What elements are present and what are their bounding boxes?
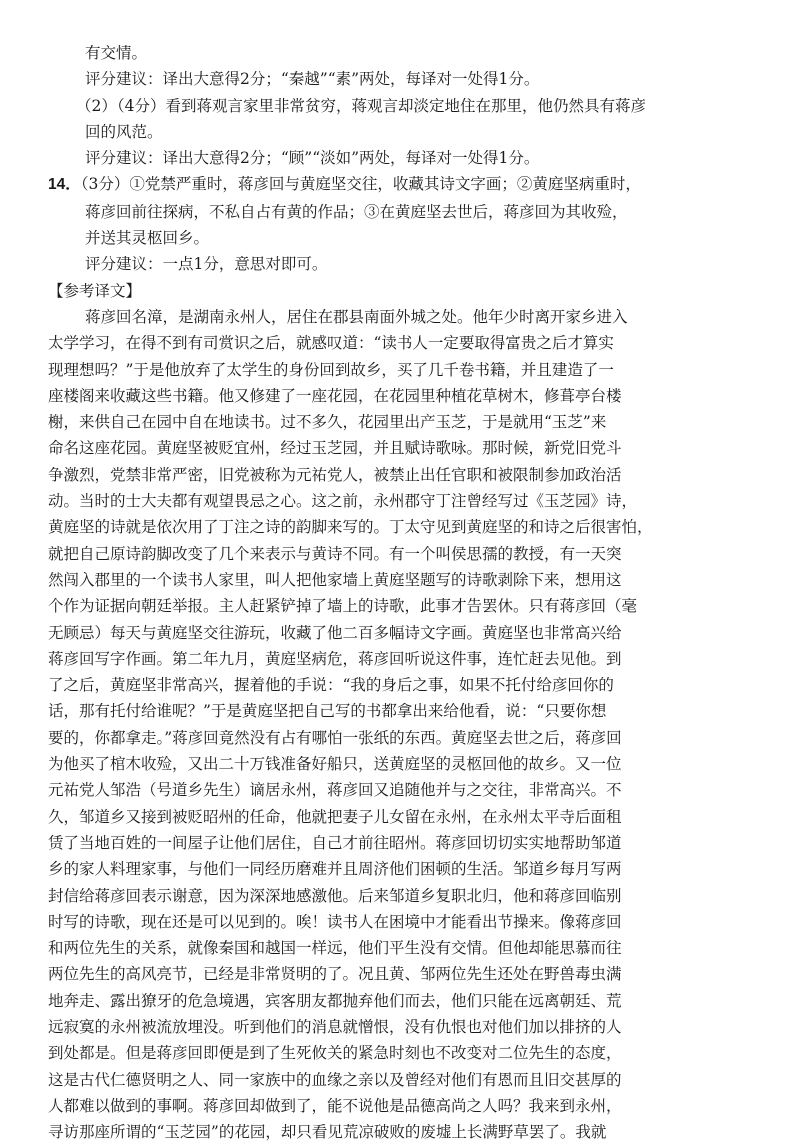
translation-line: 话，那有托付给谁呢？”于是黄庭坚把自己写的书都拿出来给他看，说：“只要你想 [48,702,607,721]
translation-line: 元祐党人邹浩（号道乡先生）谪居永州，蒋彦回又追随他并与之交往，非常高兴。不 [48,781,622,800]
question-14-answer-cont: 蒋彦回前往探病，不私自占有黄的作品；③在黄庭坚去世后，蒋彦回为其收殓， [85,202,628,221]
translation-line: 然闯入郡里的一个读书人家里，叫人把他家墙上黄庭坚题写的诗歌剥除下来，想用这 [48,570,622,589]
answer-text-line: 有交情。 [85,44,148,62]
translation-line: 了之后，黄庭坚非常高兴，握着他的手说：“我的身后之事，如果不托付给彦回你的 [48,676,614,695]
translation-line: 这是古代仁德贤明之人、同一家族中的血缘之亲以及曾经对他们有恩而且旧交甚厚的 [48,1070,622,1089]
translation-line: 赁了当地百姓的一间屋子让他们居住，自己才前往昭州。蒋彦回切切实实地帮助邹道 [48,833,622,852]
translation-line: 争激烈，党禁非常严密，旧党被称为元祐党人，被禁止出任官职和被限制参加政治活 [48,465,622,484]
translation-line: 久，邹道乡又接到被贬昭州的任命，他就把妻子儿女留在永州，在永州太平寺后面租 [48,807,622,826]
translation-line: 座楼阁来收藏这些书籍。他又修建了一座花园，在花园里种植花草树木，修葺亭台楼 [48,386,622,405]
translation-line: 乡的家人料理家事，与他们一同经历磨难并且周济他们困顿的生活。邹道乡每月写两 [48,860,622,879]
document-page [48,40,760,1145]
question-14-answer-cont: 并送其灵柩回乡。 [85,229,210,248]
question-14 [48,171,760,198]
translation-line: 榭，来供自己在园中自在地读书。过不多久，花园里出产玉芝，于是就用“玉芝”来 [48,413,607,432]
translation-line: 要的，你都拿走。”蒋彦回竟然没有占有哪怕一张纸的东西。黄庭坚去世之后，蒋彦回 [48,728,622,747]
translation-line: 个作为证据向朝廷举报。主人赶紧铲掉了墙上的诗歌，此事才告罢休。只有蒋彦回（毫 [48,597,638,616]
translation-line: 太学学习，在得不到有司赏识之后，就感叹道：“读书人一定要取得富贵之后才算实 [48,334,614,353]
translation-line: 和两位先生的关系，就像秦国和越国一样远，他们平生没有交情。但他却能思慕而往 [48,939,622,958]
sub-answer-2: （2）（4分）看到蒋观言家里非常贫穷，蒋观言却淡定地住在那里，他仍然具有蒋彦 [76,96,646,115]
translation-line: 两位先生的高风亮节，已经是非常贤明的了。况且黄、邹两位先生还处在野兽毒虫满 [48,965,622,984]
translation-line: 动。当时的士大夫都有观望畏忌之心。这之前，永州郡守丁注曾经写过《玉芝园》诗， [48,492,638,511]
translation-line: 为他买了棺木收殓，又出二十万钱准备好船只，送黄庭坚的灵柩回他的故乡。又一位 [48,755,622,774]
translation-line: 就把自己原诗韵脚改变了几个来表示与黄诗不同。有一个叫侯思孺的教授，有一天突 [48,544,622,563]
question-14-answer: （3分）①党禁严重时，蒋彦回与黄庭坚交往，收藏其诗文字画；②黄庭坚病重时， [80,175,641,194]
translation-line: 蒋彦回写字作画。第二年九月，黄庭坚病危，蒋彦回听说这件事，连忙赶去见他。到 [48,649,622,668]
translation-line: 到处都是。但是蒋彦回即便是到了生死攸关的紧急时刻也不改变对二位先生的态度， [48,1044,622,1063]
question-number: 14． [48,176,81,194]
translation-line: 时写的诗歌，现在还是可以见到的。唉！读书人在困境中才能看出节操来。像蒋彦回 [48,912,622,931]
translation-line: 黄庭坚的诗就是依次用了丁注之诗的韵脚来写的。丁太守见到黄庭坚的和诗之后很害怕， [48,518,653,537]
scoring-note: 评分建议：译出大意得2分；“顾”“淡如”两处，每译对一处得1分。 [85,149,540,168]
translation-line: 蒋彦回名漳，是湖南永州人，居住在郡县南面外城之处。他年少时离开家乡进入 [85,307,628,326]
translation-line: 远寂寞的永州被流放埋没。听到他们的消息就憎恨，没有仇恨也对他们加以排挤的人 [48,1017,622,1036]
sub-answer-2-cont: 回的风范。 [85,122,163,141]
scoring-note: 评分建议：一点1分，意思对即可。 [85,255,328,274]
translation-line: 地奔走、露出獠牙的危急境遇，宾客朋友都抛弃他们而去，他们只能在远离朝廷、荒 [48,991,622,1010]
translation-line: 寻访那座所谓的“玉芝园”的花园，却只看见荒凉破败的废墟上长满野草罢了。我就 [48,1123,607,1142]
scoring-note: 评分建议：译出大意得2分；“秦越”“素”两处，每译对一处得1分。 [85,70,540,89]
translation-line: 现理想吗？”于是他放弃了太学生的身份回到故乡，买了几千卷书籍，并且建造了一 [48,360,614,379]
reference-translation-title: 【参考译文】 [48,281,142,300]
translation-line: 人都难以做到的事啊。蒋彦回却做到了，能不说他是品德高尚之人吗？我来到永州， [48,1096,622,1115]
translation-line: 无顾忌）每天与黄庭坚交往游玩，收藏了他二百多幅诗文字画。黄庭坚也非常高兴给 [48,623,622,642]
translation-line: 命名这座花园。黄庭坚被贬宜州，经过玉芝园，并且赋诗歌咏。那时候，新党旧党斗 [48,439,622,458]
translation-line: 封信给蒋彦回表示谢意，因为深深地感激他。后来邹道乡复职北归，他和蒋彦回临别 [48,886,622,905]
